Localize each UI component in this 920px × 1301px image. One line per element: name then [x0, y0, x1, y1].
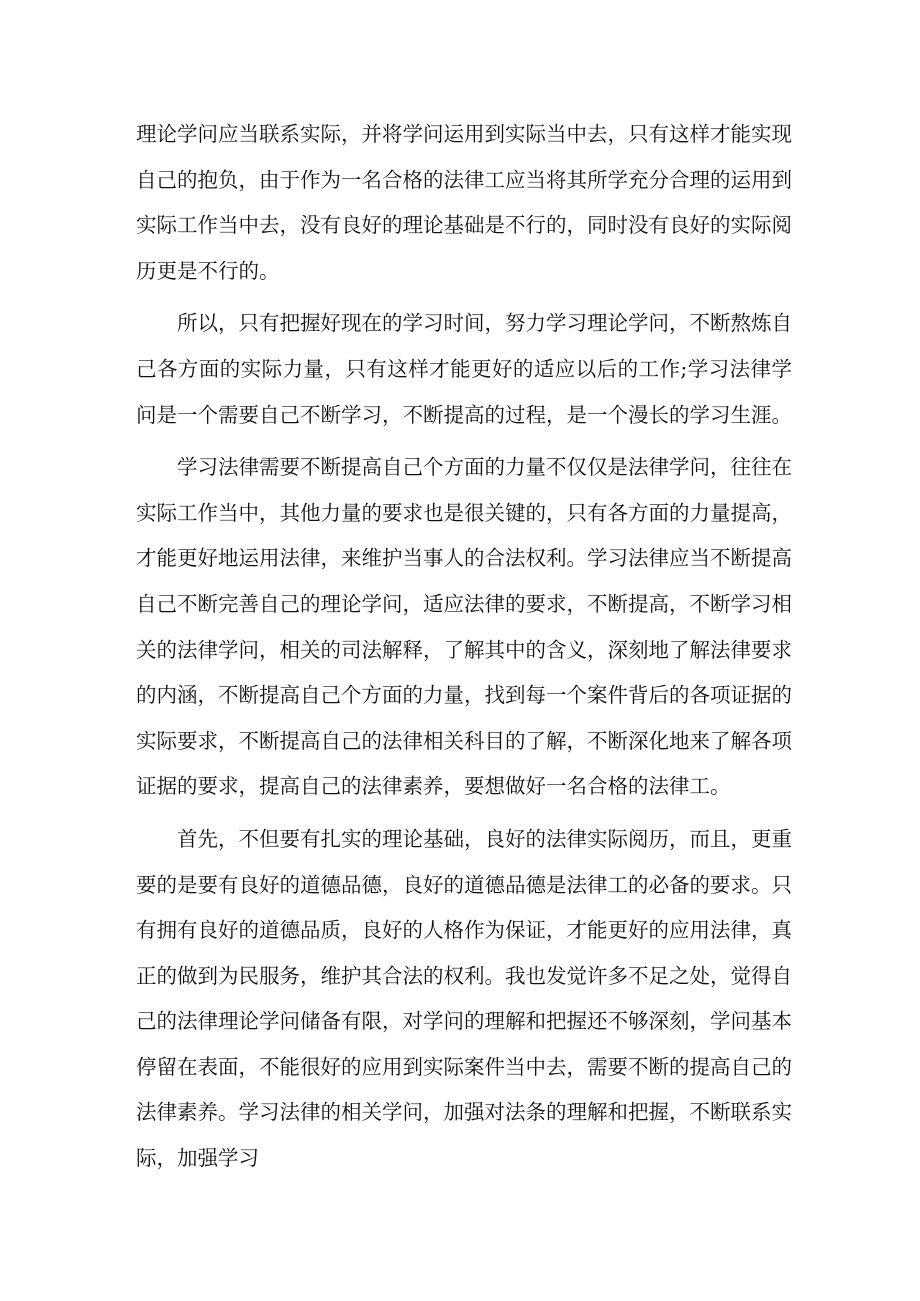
paragraph-1: 理论学问应当联系实际，并将学问运用到实际当中去，只有这样才能实现自己的抱负，由于作为一名合格的法律工应当将其所学充分合理的运用到实际工作当中去，没有良好的理论基础是不行的，同时没有良好的实际阅历更是不行的。: [136, 122, 792, 283]
paragraph-3: 学习法律需要不断提高自己个方面的力量不仅仅是法律学问，往往在实际工作当中，其他力量的要求也是很关键的，只有各方面的力量提高，才能更好地运用法律，来维护当事人的合法权利。学习法律应当不断提高自己不断完善自己的理论学问，适应法律的要求，不断提高，不断学习相关的法律学问，相关的司法解释，了解其中的含义，深刻地了解法律要求的内涵，不断提高自己个方面的力量，找到每一个案件背后的各项证据的实际要求，不断提高自己的法律相关科目的了解，不断深化地来了解各项证据的要求，提高自己的法律素养，要想做好一名合格的法律工。: [136, 455, 792, 799]
document-body: [136, 112, 792, 1189]
paragraph-4: 首先，不但要有扎实的理论基础，良好的法律实际阅历，而且，更重要的是要有良好的道德品德，良好的道德品德是法律工的必备的要求。只有拥有良好的道德品质，良好的人格作为保证，才能更好的应用法律，真正的做到为民服务，维护其合法的权利。我也发觉许多不足之处，觉得自己的法律理论学问储备有限，对学问的理解和把握还不够深刻，学问基本停留在表面，不能很好的应用到实际案件当中去，需要不断的提高自己的法律素养。学习法律的相关学问，加强对法条的理解和把握，不断联系实际，加强学习: [136, 826, 792, 1171]
paragraph-2: 所以，只有把握好现在的学习时间，努力学习理论学问，不断熬炼自己各方面的实际力量，只有这样才能更好的适应以后的工作;学习法律学问是一个需要自己不断学习，不断提高的过程，是一个漫长的学习生涯。: [136, 311, 792, 427]
